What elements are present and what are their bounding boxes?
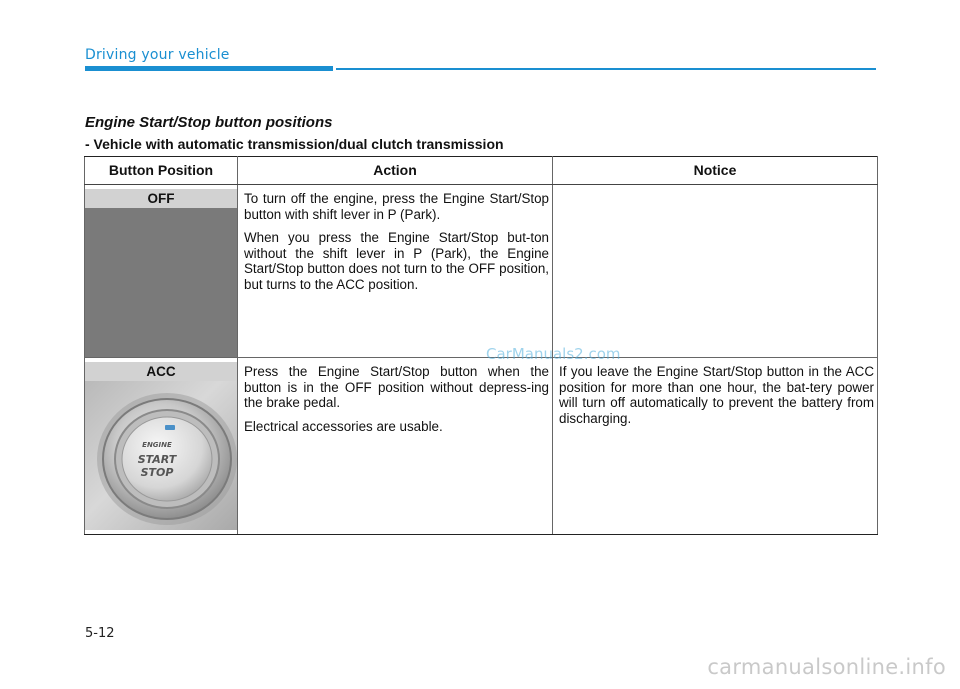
button-line-engine: ENGINE: [142, 441, 172, 449]
header-rule-thin: [336, 68, 876, 70]
notice-cell-off: [553, 185, 878, 358]
column-header-position: Button Position: [85, 157, 238, 185]
engine-start-stop-button-icon: [85, 381, 237, 530]
action-cell-off: [238, 185, 553, 358]
column-header-action: Action: [238, 157, 553, 185]
position-cell-acc: [85, 358, 238, 535]
button-face-text: [138, 441, 178, 479]
position-label-off: OFF: [85, 189, 237, 208]
footer-brand: carmanualsonline.info: [707, 655, 946, 679]
position-label-acc: ACC: [85, 362, 237, 381]
action-acc-paragraph-2: Electrical accessories are usable.: [244, 418, 443, 434]
action-acc-paragraph-1: Press the Engine Start/Stop button when the button is in the OFF position without depress-ing the brake pedal.: [244, 364, 549, 410]
table-row-acc: [85, 358, 878, 535]
header-rule-thick: [85, 66, 333, 71]
table-row-off: [85, 185, 878, 358]
page-subtitle: - Vehicle with automatic transmission/dual clutch transmission: [85, 136, 504, 152]
column-header-notice: Notice: [553, 157, 878, 185]
page-title: Engine Start/Stop button positions: [85, 114, 333, 131]
watermark: CarManuals2.com: [486, 345, 621, 363]
action-off-paragraph-1: To turn off the engine, press the Engine Start/Stop button with shift lever in P (Park).: [244, 191, 549, 222]
action-off-paragraph-2: When you press the Engine Start/Stop but-ton without the shift lever in P (Park), the Engine Start/Stop button does not turn to the OFF position, but turns to the ACC position.: [244, 230, 549, 292]
section-header: Driving your vehicle: [85, 47, 230, 63]
action-cell-acc: [238, 358, 553, 535]
position-cell-off: [85, 185, 238, 358]
table-header-row: [85, 157, 878, 185]
off-position-image: [85, 208, 237, 357]
button-positions-table: [84, 156, 878, 535]
button-line-stop: STOP: [140, 466, 174, 479]
page-number: 5-12: [85, 626, 115, 641]
notice-acc-text: If you leave the Engine Start/Stop button in the ACC position for more than one hour, the bat-tery power will turn off automatically to prevent the battery from discharging.: [559, 364, 874, 426]
notice-cell-acc: [553, 358, 878, 535]
button-line-start: START: [137, 453, 177, 466]
notice-off-text: [553, 185, 877, 195]
